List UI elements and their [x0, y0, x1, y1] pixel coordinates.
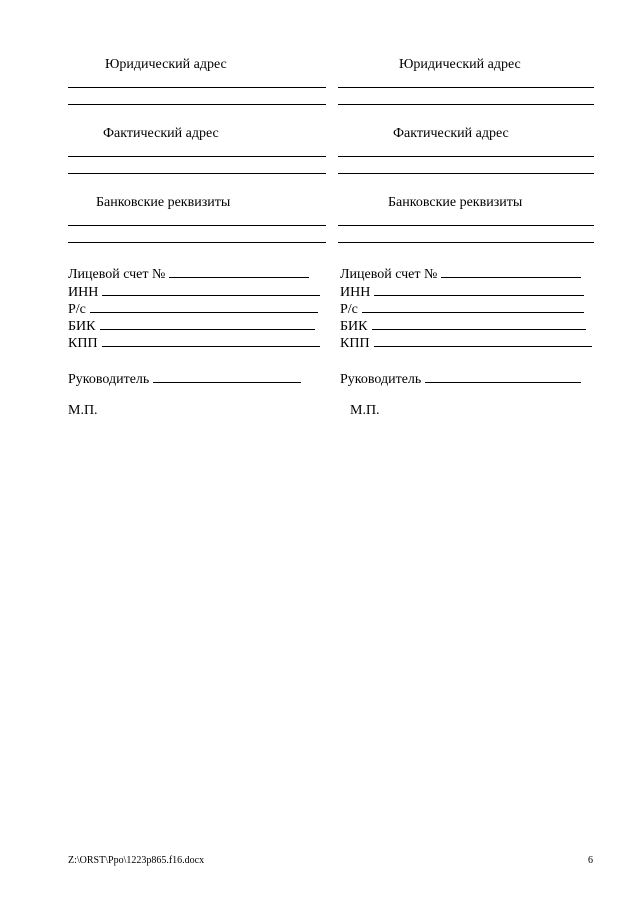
bik-underline	[100, 316, 315, 330]
bank-details-heading: Банковские реквизиты	[388, 195, 523, 210]
legal-address-heading: Юридический адрес	[105, 57, 227, 72]
inn-label: ИНН	[340, 285, 371, 300]
account-underline	[441, 264, 581, 278]
legal-address-line-1	[338, 87, 594, 88]
head-field	[340, 369, 581, 388]
account-underline	[169, 264, 309, 278]
account-label: Лицевой счет №	[68, 267, 166, 282]
bank-details-line-1	[338, 225, 594, 226]
kpp-field	[68, 333, 320, 352]
actual-address-heading: Фактический адрес	[103, 126, 219, 141]
rs-underline	[362, 299, 584, 313]
legal-address-line-1	[68, 87, 326, 88]
bank-details-line-2	[68, 242, 326, 243]
head-label: Руководитель	[340, 372, 422, 387]
bik-label: БИК	[340, 319, 368, 334]
head-signature-underline	[153, 369, 301, 383]
kpp-field	[340, 333, 592, 352]
rs-label: Р/с	[340, 302, 358, 317]
kpp-underline	[102, 333, 320, 347]
rs-underline	[90, 299, 318, 313]
legal-address-line-2	[68, 104, 326, 105]
bik-label: БИК	[68, 319, 96, 334]
kpp-label: КПП	[340, 336, 370, 351]
inn-label: ИНН	[68, 285, 99, 300]
bank-details-heading: Банковские реквизиты	[96, 195, 231, 210]
footer-page-number: 6	[588, 855, 593, 866]
actual-address-heading: Фактический адрес	[393, 126, 509, 141]
bank-details-line-1	[68, 225, 326, 226]
account-field	[68, 264, 309, 283]
head-label: Руководитель	[68, 372, 150, 387]
inn-underline	[374, 282, 584, 296]
footer-file-path: Z:\ORST\Ppo\1223p865.f16.docx	[68, 855, 205, 866]
bik-underline	[372, 316, 586, 330]
seal-mark: М.П.	[350, 403, 380, 418]
kpp-label: КПП	[68, 336, 98, 351]
actual-address-line-2	[338, 173, 594, 174]
actual-address-line-1	[68, 156, 326, 157]
legal-address-line-2	[338, 104, 594, 105]
head-field	[68, 369, 301, 388]
actual-address-line-2	[68, 173, 326, 174]
legal-address-heading: Юридический адрес	[399, 57, 521, 72]
actual-address-line-1	[338, 156, 594, 157]
bank-details-line-2	[338, 242, 594, 243]
account-field	[340, 264, 581, 283]
account-label: Лицевой счет №	[340, 267, 438, 282]
head-signature-underline	[425, 369, 581, 383]
seal-mark: М.П.	[68, 403, 98, 418]
inn-underline	[102, 282, 320, 296]
rs-label: Р/с	[68, 302, 86, 317]
kpp-underline	[374, 333, 592, 347]
